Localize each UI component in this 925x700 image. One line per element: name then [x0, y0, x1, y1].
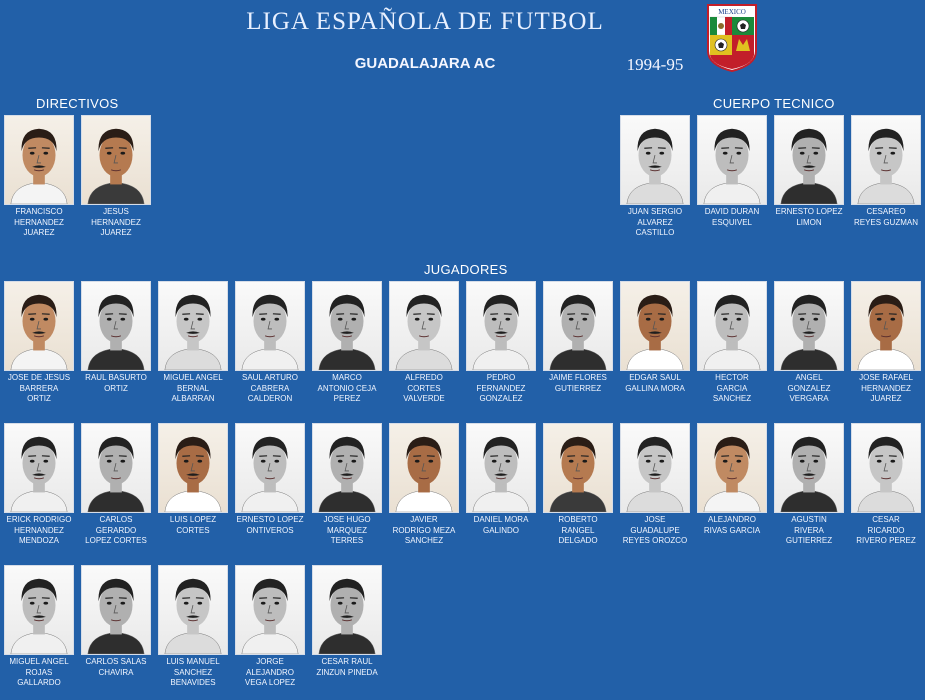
portrait-photo — [158, 281, 228, 371]
portrait-photo — [4, 281, 74, 371]
portrait-photo — [697, 281, 767, 371]
section-heading-directivos: DIRECTIVOS — [36, 96, 119, 111]
portrait-photo — [4, 115, 74, 205]
portrait-photo — [543, 423, 613, 513]
person-name: LUIS MANUEL SANCHEZ BENAVIDES — [166, 657, 220, 688]
person-name: ERNESTO LOPEZ LIMON — [775, 207, 843, 227]
player-card — [543, 281, 613, 394]
person-name: CESAR RAUL ZINZUN PINEDA — [316, 657, 378, 677]
person-name: DAVID DURAN ESQUIVEL — [704, 207, 760, 227]
player-card — [235, 423, 305, 536]
portrait-photo — [466, 423, 536, 513]
portrait-photo — [235, 281, 305, 371]
staff-card — [620, 115, 690, 239]
section-heading-cuerpo-tecnico: CUERPO TECNICO — [713, 96, 835, 111]
player-card — [4, 281, 74, 405]
player-card — [389, 281, 459, 405]
person-name: JOSE RAFAEL HERNANDEZ JUAREZ — [859, 373, 913, 404]
player-card — [774, 281, 844, 405]
portrait-photo — [235, 565, 305, 655]
portrait-photo — [851, 423, 921, 513]
player-card — [851, 423, 921, 547]
portrait-photo — [312, 423, 382, 513]
portrait-photo — [81, 115, 151, 205]
section-heading-jugadores: JUGADORES — [424, 262, 508, 277]
portrait-photo — [543, 281, 613, 371]
staff-card — [697, 115, 767, 228]
portrait-photo — [620, 423, 690, 513]
person-name: CESAREO REYES GUZMAN — [853, 207, 918, 227]
person-name: HECTOR GARCIA SANCHEZ — [712, 373, 752, 404]
person-name: FRANCISCO HERNANDEZ JUAREZ — [14, 207, 64, 238]
portrait-photo — [851, 115, 921, 205]
portrait-photo — [389, 423, 459, 513]
person-name: MIGUEL ANGEL BERNAL ALBARRAN — [163, 373, 223, 404]
club-name: GUADALAJARA AC — [354, 55, 496, 72]
person-name: JOSE DE JESUS BARRERA ORTIZ — [7, 373, 71, 404]
season-label: 1994-95 — [626, 55, 684, 74]
player-card — [851, 281, 921, 405]
player-card — [235, 281, 305, 405]
person-name: CESAR RICARDO RIVERO PEREZ — [856, 515, 916, 546]
portrait-photo — [389, 281, 459, 371]
portrait-photo — [158, 423, 228, 513]
person-name: RAUL BASURTO ORTIZ — [85, 373, 147, 393]
player-card — [81, 423, 151, 547]
portrait-photo — [81, 565, 151, 655]
player-card — [620, 423, 690, 547]
person-name: JUAN SERGIO ALVAREZ CASTILLO — [627, 207, 683, 238]
page-title: LIGA ESPAÑOLA DE FUTBOL — [246, 8, 604, 35]
player-card — [312, 423, 382, 547]
club-crest-logo — [706, 3, 758, 73]
player-card — [158, 281, 228, 405]
player-card — [543, 423, 613, 547]
player-card — [466, 423, 536, 536]
player-card — [620, 281, 690, 394]
portrait-photo — [697, 423, 767, 513]
person-name: EDGAR SAUL GALLINA MORA — [625, 373, 685, 393]
person-name: DANIEL MORA GALINDO — [473, 515, 529, 535]
person-name: MARCO ANTONIO CEJA PEREZ — [317, 373, 377, 404]
portrait-photo — [774, 281, 844, 371]
portrait-photo — [774, 423, 844, 513]
player-card — [4, 565, 74, 689]
portrait-photo — [158, 565, 228, 655]
person-name: JOSE HUGO MARQUEZ TERRES — [323, 515, 371, 546]
portrait-photo — [312, 565, 382, 655]
player-card — [4, 423, 74, 547]
portrait-photo — [466, 281, 536, 371]
person-name: LUIS LOPEZ CORTES — [169, 515, 217, 535]
person-name: JORGE ALEJANDRO VEGA LOPEZ — [244, 657, 296, 688]
person-name: JESUS HERNANDEZ JUAREZ — [91, 207, 141, 238]
player-card — [697, 281, 767, 405]
person-name: JAIME FLORES GUTIERREZ — [549, 373, 607, 393]
directivo-card — [4, 115, 74, 239]
directivo-card — [81, 115, 151, 239]
person-name: AGUSTIN RIVERA GUTIERREZ — [785, 515, 833, 546]
person-name: JOSE GUADALUPE REYES OROZCO — [622, 515, 688, 546]
portrait-photo — [620, 115, 690, 205]
player-card — [312, 281, 382, 405]
person-name: MIGUEL ANGEL ROJAS GALLARDO — [9, 657, 69, 688]
player-card — [466, 281, 536, 405]
player-card — [158, 565, 228, 689]
portrait-photo — [81, 423, 151, 513]
player-card — [81, 565, 151, 678]
portrait-photo — [697, 115, 767, 205]
person-name: ALEJANDRO RIVAS GARCIA — [703, 515, 761, 535]
portrait-photo — [851, 281, 921, 371]
portrait-photo — [235, 423, 305, 513]
person-name: ANGEL GONZALEZ VERGARA — [787, 373, 831, 404]
portrait-photo — [620, 281, 690, 371]
player-card — [774, 423, 844, 547]
person-name: JAVIER RODRIGO MEZA SANCHEZ — [392, 515, 456, 546]
player-card — [389, 423, 459, 547]
portrait-photo — [4, 565, 74, 655]
staff-card — [774, 115, 844, 228]
person-name: ALFREDO CORTES VALVERDE — [403, 373, 445, 404]
player-card — [312, 565, 382, 678]
portrait-photo — [774, 115, 844, 205]
person-name: ROBERTO RANGEL DELGADO — [558, 515, 598, 546]
player-card — [158, 423, 228, 536]
person-name: ERICK RODRIGO HERNANDEZ MENDOZA — [6, 515, 72, 546]
portrait-photo — [81, 281, 151, 371]
player-card — [81, 281, 151, 394]
person-name: CARLOS GERARDO LOPEZ CORTES — [85, 515, 147, 546]
person-name: SAUL ARTURO CABRERA CALDERON — [241, 373, 298, 404]
player-card — [235, 565, 305, 689]
person-name: CARLOS SALAS CHAVIRA — [85, 657, 147, 677]
person-name: PEDRO FERNANDEZ GONZALEZ — [476, 373, 526, 404]
person-name: ERNESTO LOPEZ ONTIVEROS — [236, 515, 304, 535]
portrait-photo — [312, 281, 382, 371]
player-card — [697, 423, 767, 536]
portrait-photo — [4, 423, 74, 513]
staff-card — [851, 115, 921, 228]
svg-text:MEXICO: MEXICO — [718, 8, 746, 16]
